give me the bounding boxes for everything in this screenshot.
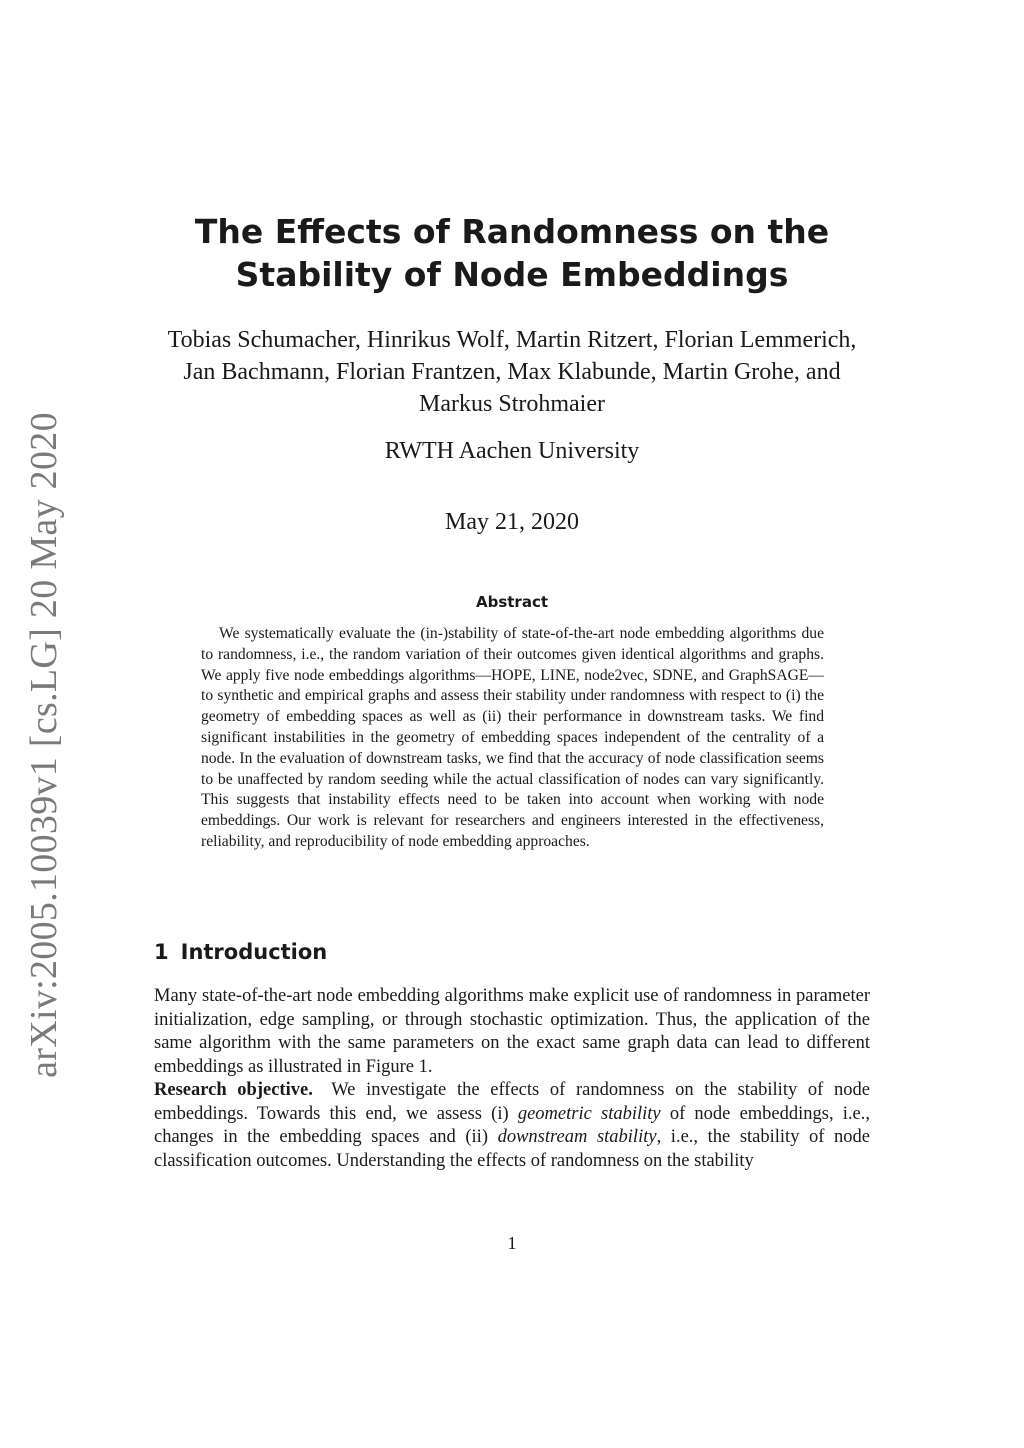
run-in-heading: Research objective. bbox=[154, 1080, 313, 1100]
abstract-heading: Abstract bbox=[475, 593, 549, 611]
paragraph-text: We investigate the effects of randomness on the stability of node embeddings. Towards this end, we assess (i) bbox=[154, 1080, 870, 1124]
paragraph-text: of node embeddings, i.e., changes in the embedding spaces and (ii) bbox=[154, 1103, 871, 1147]
page-number: 1 bbox=[507, 1233, 517, 1253]
intro-paragraph-1: Many state-of-the-art node embedding algorithms make explicit use of randomness in parameter initialization, edge sampling, or through stochastic optimization. Thus, the application of the same algorithm with the same parameters on the exact same graph data can lead to different embeddings as illustrated in Figure 1. bbox=[154, 986, 870, 1077]
affiliation: RWTH Aachen University bbox=[384, 438, 640, 464]
paper-title: The Effects of Randomness on the Stability of Node Embeddings bbox=[194, 212, 830, 294]
abstract-text: We systematically evaluate the (in-)stability of state-of-the-art node embedding algorithms due to randomness, i.e., the random variation of their outcomes given identical algorithms and graphs. We apply five node embeddings algorithms—HOPE, LINE, node2vec, SDNE, and GraphSAGE—to synthetic and empirical graphs and assess their stability under randomness with respect to (i) the geometry of embedding spaces as well as (ii) their performance in downstream tasks. We find significant instabilities in the geometry of embedding spaces independent of the centrality of a node. In the evaluation of downstream tasks, we find that the accuracy of node classification seems to be unaffected by random seeding while the actual classification of nodes can vary significantly. This suggests that instability effects need to be taken into account when working with node embeddings. Our work is relevant for researchers and engineers interested in the effectiveness, reliability, and reproducibility of node embedding approaches. bbox=[201, 625, 824, 850]
section-heading bbox=[154, 937, 327, 967]
emphasis-geometric-stability: geometric stability bbox=[517, 1103, 661, 1124]
publication-date: May 21, 2020 bbox=[445, 509, 579, 535]
introduction-body bbox=[154, 985, 870, 1173]
author-list: Tobias Schumacher, Hinrikus Wolf, Martin Ritzert, Florian Lemmerich, Jan Bachmann, Florian Frantzen, Max Klabunde, Martin Grohe, and Markus Strohmaier bbox=[167, 327, 857, 417]
section-number: 1 bbox=[154, 940, 169, 964]
paragraph-text: , i.e., the stability of node classification outcomes. Understanding the effects of randomness on the stability bbox=[154, 1127, 871, 1171]
arxiv-identifier-text: arXiv:2005.10039v1 [cs.LG] 20 May 2020 bbox=[23, 412, 65, 1078]
emphasis-downstream-stability: downstream stability bbox=[497, 1127, 657, 1147]
section-title: Introduction bbox=[180, 940, 328, 964]
intro-paragraph-2 bbox=[154, 1079, 870, 1173]
